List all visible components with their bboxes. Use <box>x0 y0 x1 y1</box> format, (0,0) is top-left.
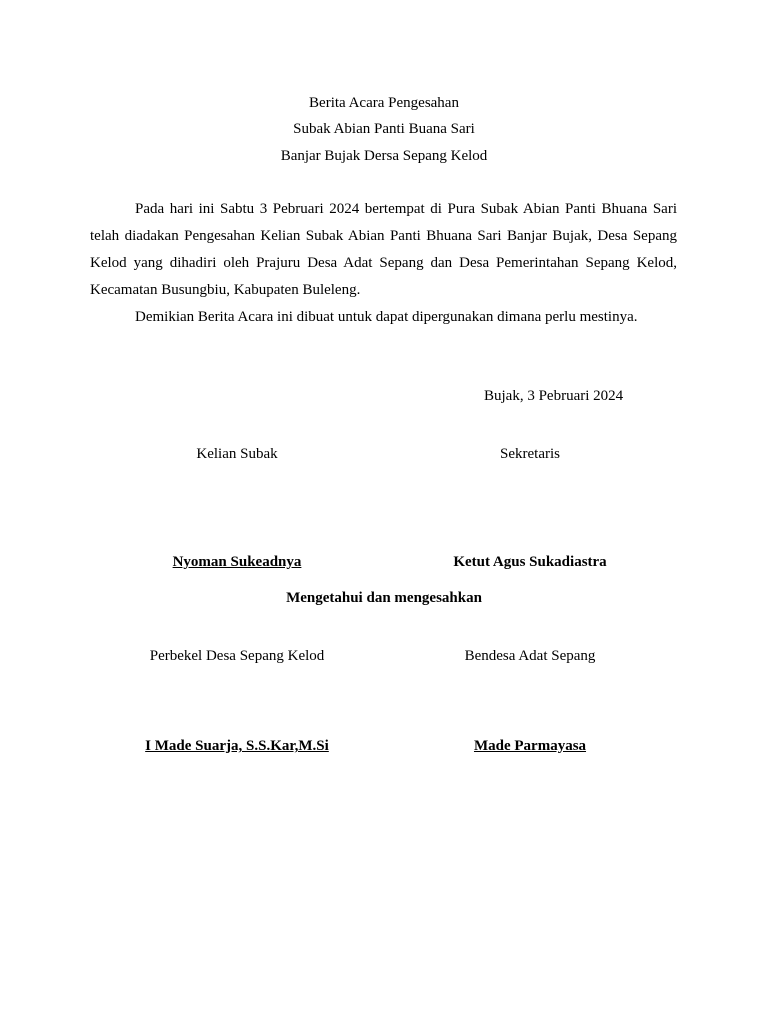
role-bendesa: Bendesa Adat Sepang <box>464 648 596 664</box>
signatory-name-perbekel: I Made Suarja, S.S.Kar,M.Si <box>145 738 329 754</box>
document-location: Banjar Bujak Dersa Sepang Kelod <box>280 148 488 164</box>
signatory-name-sekretaris: Ketut Agus Sukadiastra <box>453 554 607 570</box>
place-date: Bujak, 3 Pebruari 2024 <box>484 388 624 404</box>
role-perbekel: Perbekel Desa Sepang Kelod <box>149 648 325 664</box>
signatory-name-kelian: Nyoman Sukeadnya <box>172 554 302 570</box>
signatory-name-bendesa: Made Parmayasa <box>473 738 587 754</box>
body-paragraph-1: Pada hari ini Sabtu 3 Pebruari 2024 bertempat di Pura Subak Abian Panti Bhuana Sari telah diadakan Pengesahan Kelian Subak Abian Panti Bhuana Sari Banjar Bujak, Desa Sepang Kelod yang dihadiri oleh Prajuru Desa Adat Sepang dan Desa Pemerintahan Sepang Kelod, Kecamatan Busungbiu, Kabupaten Buleleng. <box>90 201 677 298</box>
role-sekretaris: Sekretaris <box>500 446 560 462</box>
body-paragraph-2: Demikian Berita Acara ini dibuat untuk dapat dipergunakan dimana perlu mestinya. <box>135 309 638 325</box>
document-subtitle: Subak Abian Panti Buana Sari <box>293 121 475 137</box>
document-title: Berita Acara Pengesahan <box>309 95 459 111</box>
approval-heading: Mengetahui dan mengesahkan <box>286 590 482 606</box>
role-kelian-subak: Kelian Subak <box>196 446 278 462</box>
